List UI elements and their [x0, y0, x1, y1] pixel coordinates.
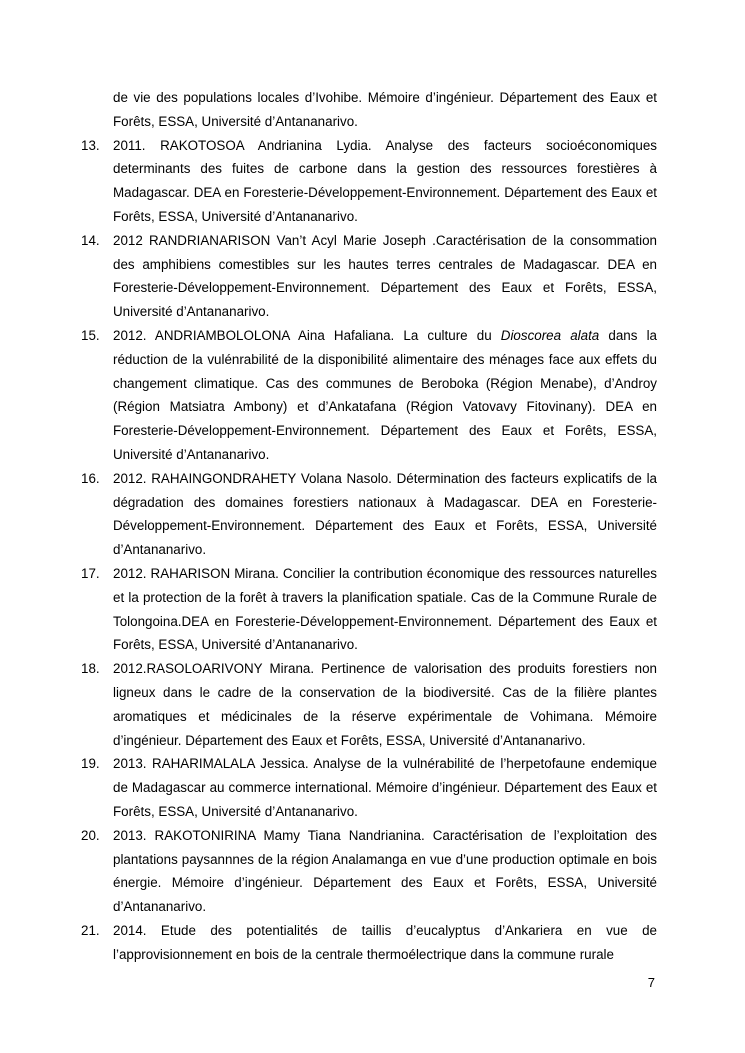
reference-text: [113, 324, 657, 467]
species-name: Dioscorea alata: [500, 327, 600, 343]
reference-item-14: [81, 229, 657, 324]
reference-number: 17.: [81, 565, 100, 581]
reference-item-13: [81, 134, 657, 229]
reference-list: [81, 86, 657, 966]
reference-item-20: [81, 824, 657, 919]
reference-text: 2012.RASOLOARIVONY Mirana. Pertinence de valorisation des produits forestiers non ligneux dans le cadre de la conservation de la biodiversité. Cas de la filière plantes aromatiques et médicinales de la réserve expérimentale de Vohimana. Mémoire d’ingénieur. Département des Eaux et Forêts, ESSA, Université d’Antananarivo.: [113, 661, 657, 748]
reference-number: 21.: [81, 922, 100, 938]
reference-text: 2013. RAKOTONIRINA Mamy Tiana Nandrianina. Caractérisation de l’exploitation des plantations paysannnes de la région Analamanga en vue d’une production optimale en bois énergie. Mémoire d’ingénieur. Département des Eaux et Forêts, ESSA, Université d’Antananarivo.: [113, 827, 657, 915]
reference-item-19: [81, 752, 657, 823]
reference-text-before: 2012. ANDRIAMBOLOLONA Aina Hafaliana. La culture du: [113, 327, 501, 343]
reference-text: 2013. RAHARIMALALA Jessica. Analyse de la vulnérabilité de l’herpetofaune endemique de Madagascar au commerce international. Mémoire d’ingénieur. Département des Eaux et Forêts, ESSA, Université d’Antananarivo.: [113, 756, 657, 819]
reference-item-12-continued: [81, 86, 657, 134]
reference-number: 13.: [81, 137, 100, 153]
reference-number: 16.: [81, 470, 100, 486]
reference-text: 2012. RAHARISON Mirana. Concilier la contribution économique des ressources naturelles et la protection de la forêt à travers la planification spatiale. Cas de la Commune Rurale de Tolongoina.DEA en Foresterie-Développement-Environnement. Département des Eaux et Forêts, ESSA, Université d’Antananarivo.: [113, 565, 657, 653]
reference-text: 2012 RANDRIANARISON Van’t Acyl Marie Joseph .Caractérisation de la consommation des amphibiens comestibles sur les hautes terres centrales de Madagascar. DEA en Foresterie-Développement-Environnement. Département des Eaux et Forêts, ESSA, Université d’Antananarivo.: [113, 232, 657, 320]
reference-text: 2014. Etude des potentialités de taillis d’eucalyptus d’Ankariera en vue de l’approvisionnement en bois de la centrale thermoélectrique dans la commune rurale: [113, 922, 657, 962]
reference-item-16: [81, 467, 657, 562]
reference-number: 20.: [81, 827, 100, 843]
reference-number: 14.: [81, 232, 100, 248]
reference-text: de vie des populations locales d’Ivohibe. Mémoire d’ingénieur. Département des Eaux et Forêts, ESSA, Université d’Antananarivo.: [113, 90, 657, 129]
page-number: 7: [647, 975, 655, 990]
reference-item-15: [81, 324, 657, 467]
reference-item-18: [81, 657, 657, 752]
reference-item-17: [81, 562, 657, 657]
reference-number: 15.: [81, 327, 100, 343]
reference-number: 18.: [81, 661, 100, 677]
reference-text: 2012. RAHAINGONDRAHETY Volana Nasolo. Détermination des facteurs explicatifs de la dégradation des domaines forestiers nationaux à Madagascar. DEA en Foresterie-Développement-Environnement. Département des Eaux et Forêts, ESSA, Université d’Antananarivo.: [113, 470, 657, 558]
reference-text-after: dans la réduction de la vulénrabilité de la disponibilité alimentaire des ménages face aux effets du changement climatique. Cas des communes de Beroboka (Région Menabe), d’Androy (Région Matsiatra Ambony) et d’Ankatafana (Région Vatovavy Fitovinany). DEA en Foresterie-Développement-Environnement. Département des Eaux et Forêts, ESSA, Université d’Antananarivo.: [113, 327, 657, 462]
reference-number: 19.: [81, 756, 100, 772]
reference-item-21: [81, 919, 657, 967]
reference-text: 2011. RAKOTOSOA Andrianina Lydia. Analyse des facteurs socioéconomiques determinants des fuites de carbone dans la gestion des ressources forestières à Madagascar. DEA en Foresterie-Développement-Environnement. Département des Eaux et Forêts, ESSA, Université d’Antananarivo.: [113, 137, 657, 224]
